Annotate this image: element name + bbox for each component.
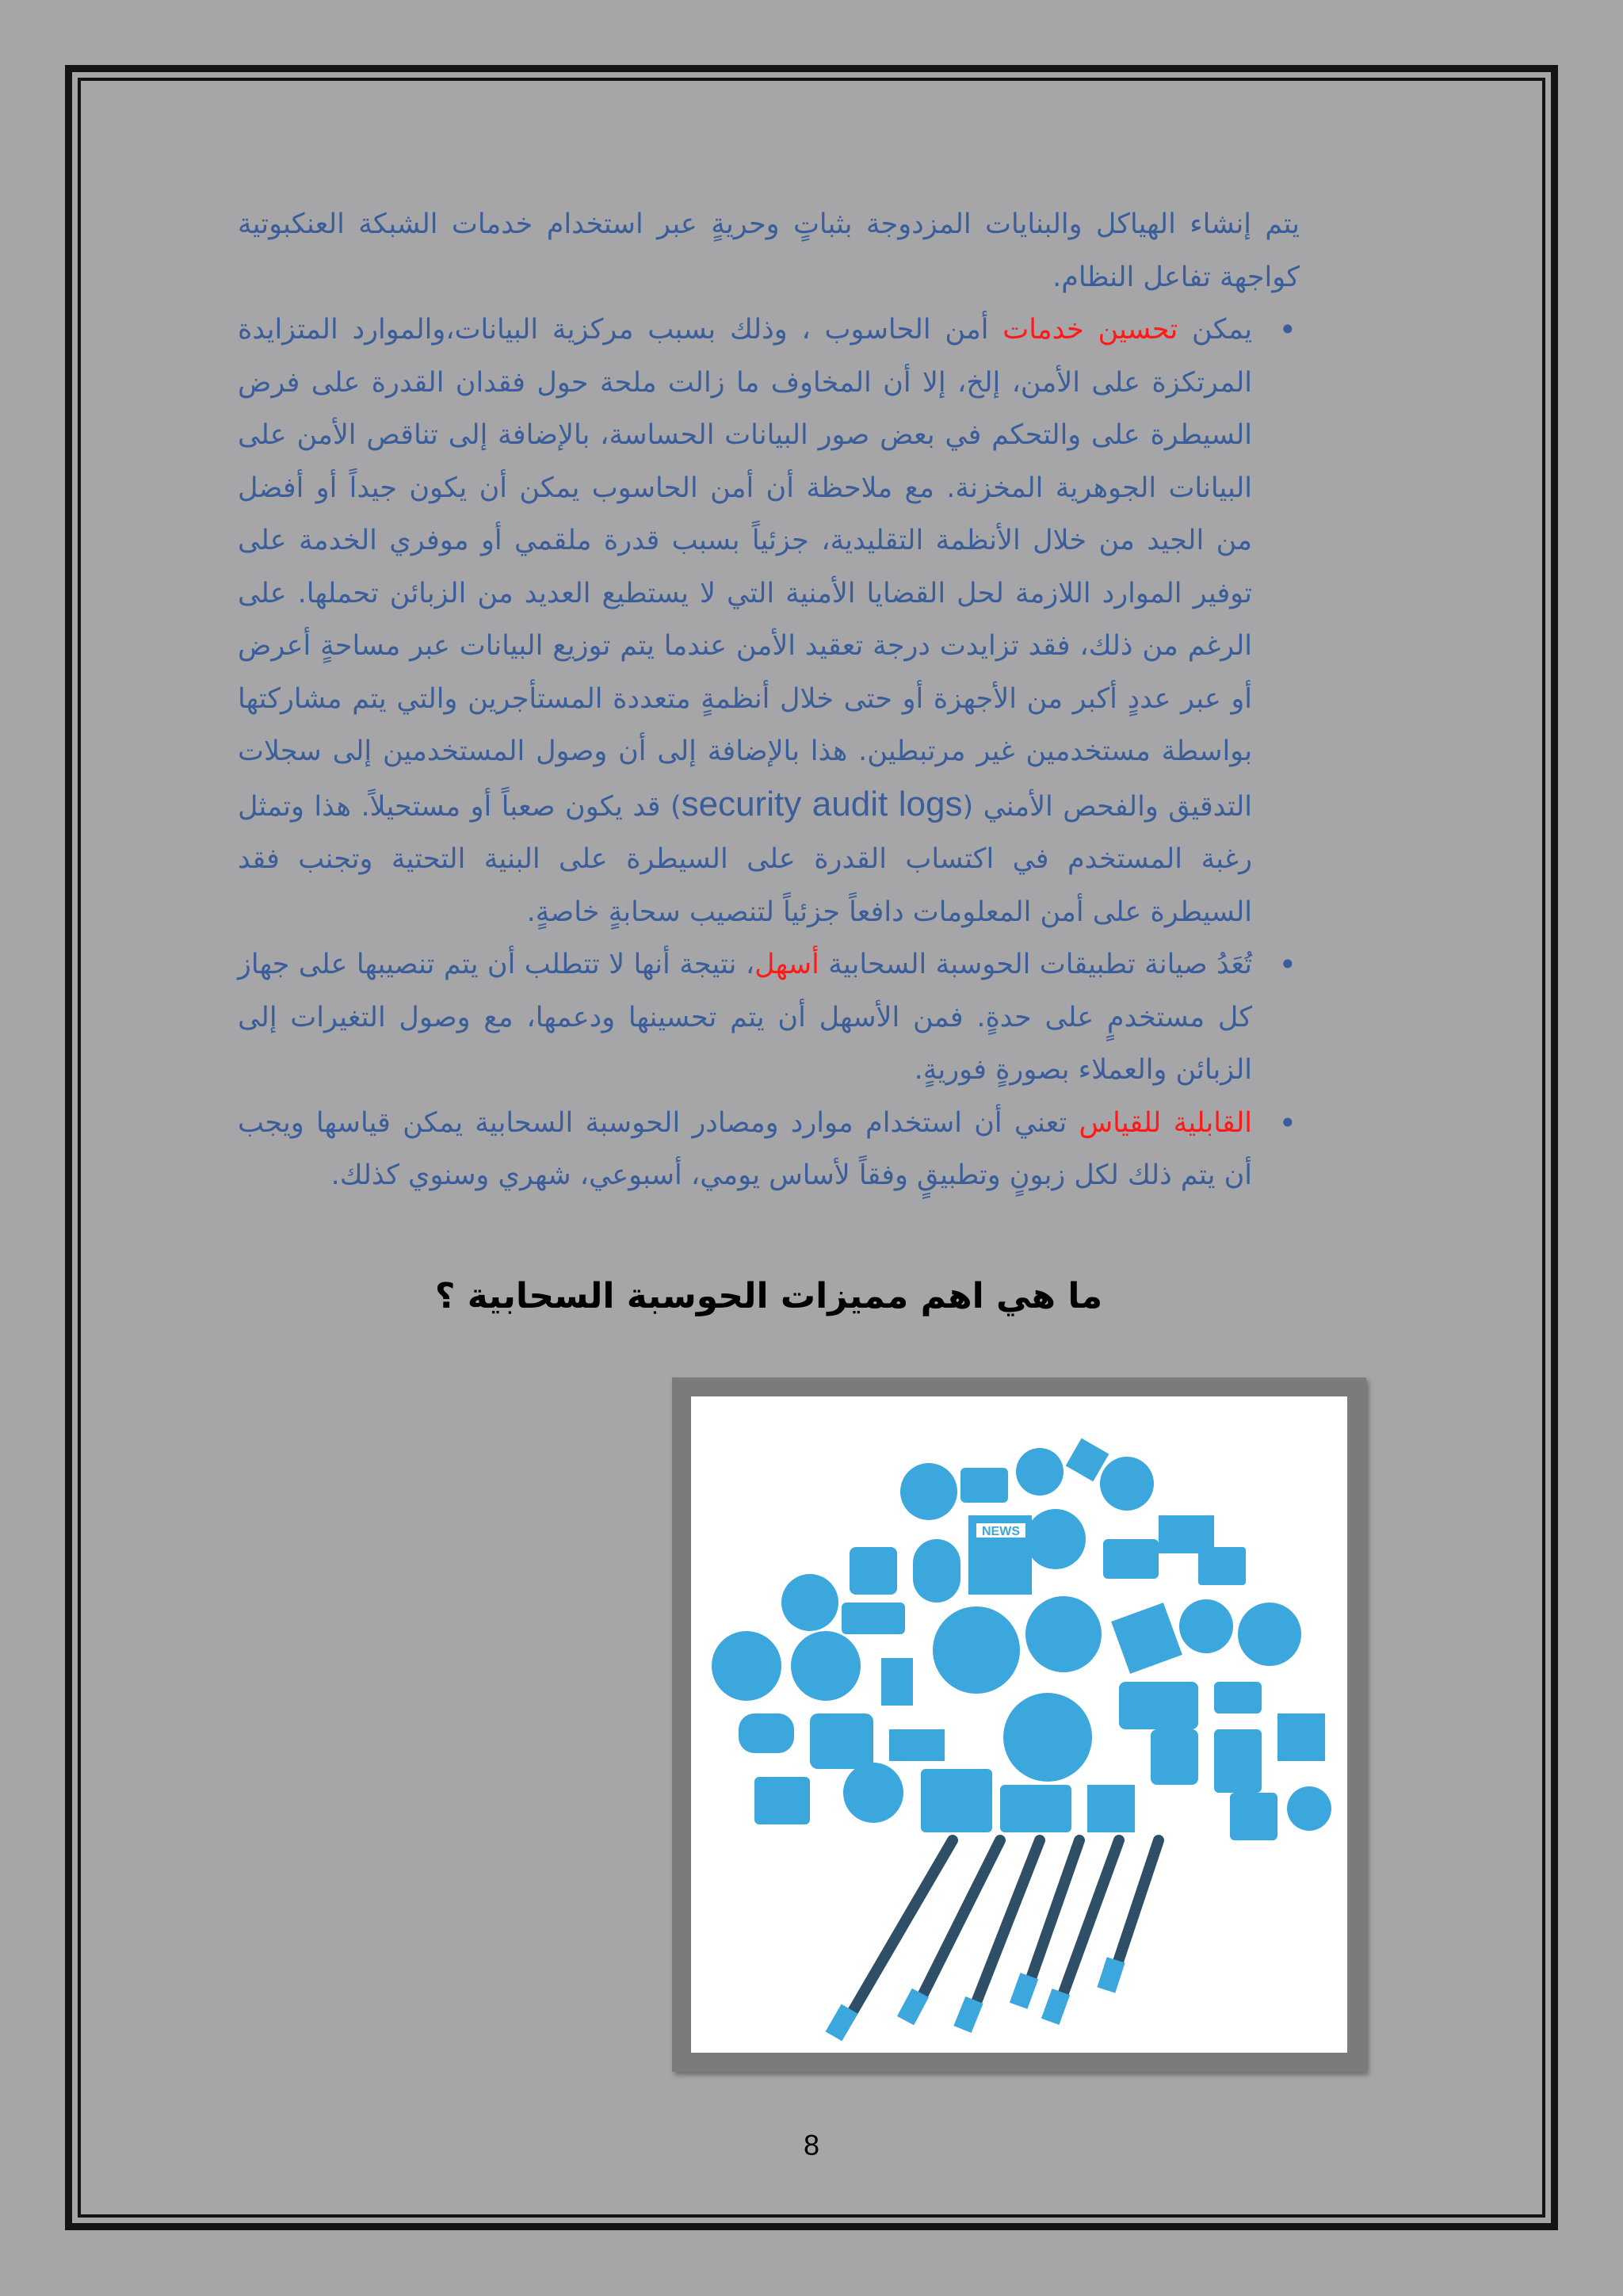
profile-card-icon <box>1119 1682 1198 1729</box>
bullet-text-pre: يمكن <box>1178 314 1253 346</box>
calendar-icon <box>921 1769 992 1832</box>
list-item <box>238 304 1296 938</box>
bullet-text-pre: تُعَدُ صيانة تطبيقات الحوسبة السحابية <box>819 949 1252 980</box>
plug-5 <box>1041 1988 1070 2025</box>
globe-grid-icon <box>1238 1603 1301 1666</box>
plug-4 <box>1010 1973 1038 2009</box>
microphone-icon <box>913 1539 960 1603</box>
mouse-icon <box>1287 1786 1331 1831</box>
news-label: NEWS <box>982 1525 1020 1538</box>
page-number: 8 <box>803 2129 820 2161</box>
cloud-illustration <box>691 1396 1347 2053</box>
3d-glasses-icon <box>889 1729 945 1761</box>
highlight-term: أسهل <box>754 949 819 980</box>
bird-icon <box>1100 1457 1154 1511</box>
twitter-bird-icon <box>791 1631 861 1701</box>
intro-paragraph: يتم إنشاء الهياكل والبنايات المزدوجة بثباتٍ وحريةٍ عبر استخدام خدمات الشبكة العنكبوتية كواجهة تفاعل النظام. <box>238 208 1300 293</box>
house-small-icon <box>1087 1785 1135 1832</box>
pencil-icon <box>1111 1603 1182 1674</box>
cloud-icons-image <box>691 1396 1347 2053</box>
satellite-icon <box>1016 1448 1064 1496</box>
tablet-icon <box>842 1603 905 1634</box>
section-heading: ما هي اهم مميزات الحوسبة السحابية ؟ <box>434 1276 1103 1316</box>
figure-frame <box>672 1377 1366 2072</box>
plug-6 <box>1097 1957 1125 1992</box>
camera-icon <box>810 1713 873 1769</box>
bullet-icon: • <box>1278 1105 1296 1140</box>
flash-icon <box>881 1658 913 1706</box>
headphones-icon <box>1025 1596 1102 1672</box>
gamepad-icon <box>739 1713 794 1753</box>
highlight-term: تحسين خدمات <box>1002 314 1178 346</box>
plug-3 <box>953 1996 983 2033</box>
bullet-text: تعني أن استخدام موارد ومصادر الحوسبة السحابية يمكن قياسها ويجب أن يتم ذلك لكل زبونٍ وتطبيقٍ وفقاً لأساس يومي، أسبوعي، شهري وسنوي كذلك. <box>238 1106 1252 1191</box>
search-plus-icon <box>1025 1509 1086 1569</box>
calculator-icon <box>1230 1793 1277 1840</box>
body-text <box>238 198 1300 1202</box>
list-item <box>238 1097 1296 1202</box>
home-icon <box>850 1547 897 1595</box>
bullet-text: ، نتيجة أنها لا تتطلب أن يتم تنصيبها على جهاز كل مستخدمٍ على حدةٍ. فمن الأسهل أن يتم تحسينها ودعمها، مع وصول التغيرات إلى الزبائن والعملاء بصورةٍ فوريةٍ. <box>238 949 1252 1086</box>
satellite-dish-icon <box>712 1631 781 1701</box>
phone-icon <box>1214 1729 1262 1793</box>
highlight-term: القابلية للقياس <box>1079 1106 1252 1139</box>
heart-icon <box>1179 1599 1233 1653</box>
bullet-text: أمن الحاسوب ، وذلك بسبب مركزية البيانات،والموارد المتزايدة المرتكزة على الأمن، إلخ، إلا أن المخاوف ما زالت ملحة حول فقدان القدرة على فرض السيطرة على والتحكم في بعض صور البيانات الحساسة، بالإضافة إلى تناقص الأمن على البيانات الجوهرية المخزنة. مع ملاحظة أن أمن الحاسوب يمكن أن يكون جيداً أو أفضل من الجيد من خلال الأنظمة التقليدية، جزئياً بسبب قدرة ملقمي أو موفري الخدمة على توفير الموارد اللازمة لحل القضايا الأمنية التي لا يستطيع العديد من الزبائن تحملها. على الرغم من ذلك، فقد تزايدت درجة تعقيد الأمن عندما يتم توزيع البيانات عبر مساحةٍ أعرض أو عبر عددٍ أكبر من الأجهزة أو حتى خلال أنظمةٍ متعددة المستأجرين والتي يتم مشاركتها بواسطة مستخدمين غير مرتبطين. هذا بالإضافة إلى أن وصول المستخدمين إلى سجلات التدقيق والفحص الأمني ( <box>238 314 1253 823</box>
heart-chat-icon <box>1003 1693 1092 1782</box>
bullet-list <box>238 304 1300 1202</box>
monitor-icon <box>960 1468 1008 1503</box>
bullet-icon: • <box>1278 312 1296 347</box>
tv-icon <box>1198 1547 1246 1585</box>
media-icon <box>1214 1682 1262 1713</box>
globe-icon <box>900 1463 957 1520</box>
keyboard-icon <box>781 1574 838 1631</box>
bullet-icon: • <box>1278 947 1296 982</box>
cable-1 <box>842 1840 953 2030</box>
laptop-icon <box>1103 1539 1159 1579</box>
user-group-icon <box>933 1606 1020 1694</box>
play-icon <box>1151 1729 1198 1785</box>
latin-term: security audit logs <box>681 784 963 823</box>
laptop-flash-icon <box>1000 1785 1071 1832</box>
clock-icon <box>843 1763 903 1823</box>
megaphone-icon <box>1277 1713 1325 1761</box>
printer-icon <box>754 1777 810 1824</box>
bullet-text-cont: ) قد يكون صعباً أو مستحيلاً. هذا وتمثل رغبة المستخدم في اكتساب القدرة على السيطرة على البنية التحتية وتجنب فقد السيطرة على أمن المعلومات دافعاً جزئياً لتنصيب سحابةٍ خاصةٍ. <box>238 790 1252 928</box>
list-item <box>238 938 1296 1097</box>
